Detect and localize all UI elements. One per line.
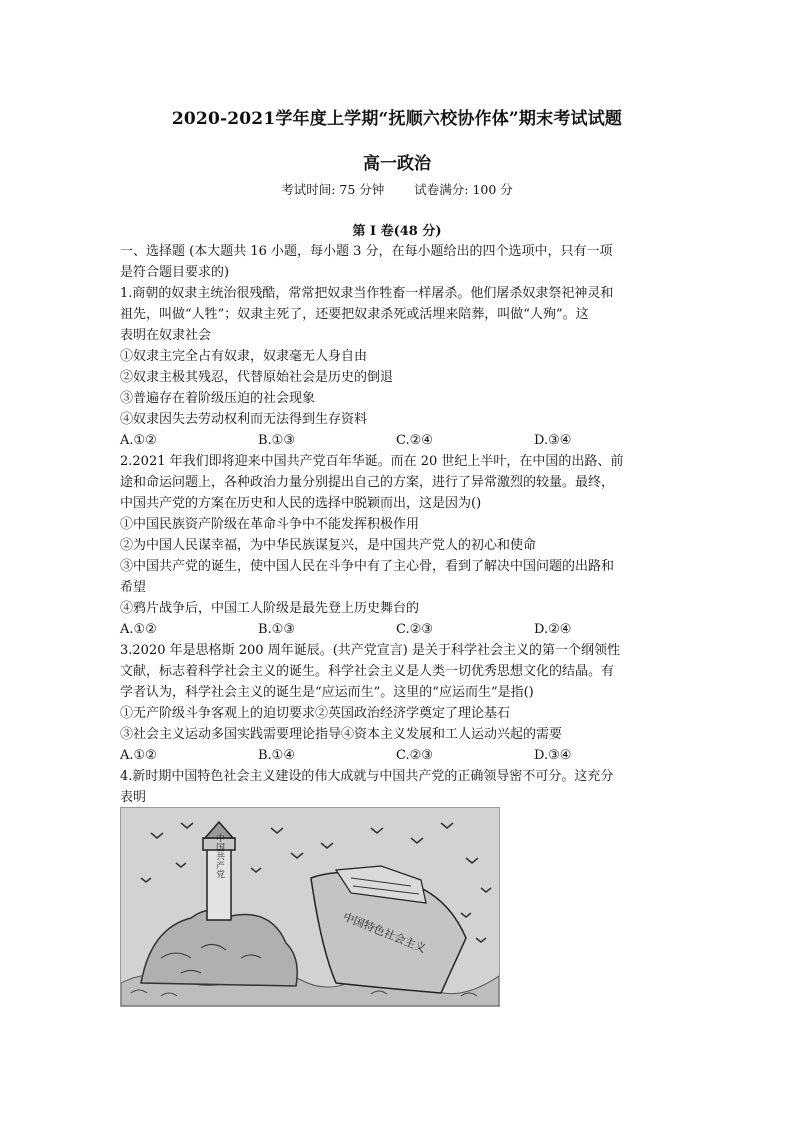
q3-options	[120, 745, 680, 766]
q1-item: ③普遍存在着阶级压迫的社会现象	[120, 391, 316, 406]
q2-stem: 中国共产党的方案在历史和人民的选择中脱颖而出，这是因为()	[120, 496, 482, 511]
cartoon-figure	[120, 807, 500, 1007]
q1-item: ④奴隶因失去劳动权利而无法得到生存资料	[120, 412, 368, 427]
q1-stem: 祖先，叫做“人牲”；奴隶主死了，还要把奴隶杀死或活埋来陪葬，叫做“人殉”。这	[120, 307, 589, 322]
q3-option-d: D.③④	[534, 748, 572, 763]
q3-option-c: C.②③	[396, 748, 433, 763]
exam-time: 考试时间: 75 分钟	[281, 182, 385, 197]
question-body	[120, 241, 680, 808]
q3-item: ③社会主义运动多国实践需要理论指导④资本主义发展和工人运动兴起的需要	[120, 727, 563, 742]
q1-stem: 1.商朝的奴隶主统治很残酷，常常把奴隶当作牲畜一样屠杀。他们屠杀奴隶祭祀神灵和	[120, 286, 614, 301]
q2-item: ③中国共产党的诞生，使中国人民在斗争中有了主心骨，看到了解决中国问题的出路和	[120, 559, 615, 574]
q2-stem: 2.2021 年我们即将迎来中国共产党百年华诞。而在 20 世纪上半叶，在中国的出路、前	[120, 454, 624, 469]
lighthouse-label: 中国共产党	[214, 833, 224, 879]
cartoon-illustration	[121, 808, 499, 1006]
q1-option-b: B.①③	[258, 433, 295, 448]
q3-stem: 文献，标志着科学社会主义的诞生。科学社会主义是人类一切优秀思想文化的结晶。有	[120, 664, 615, 679]
q4-stem: 表明	[120, 790, 147, 805]
q1-option-c: C.②④	[396, 433, 433, 448]
exam-title: 2020-2021学年度上学期“抚顺六校协作体”期末考试试题	[171, 109, 623, 129]
q3-item: ①无产阶级斗争客观上的迫切要求②英国政治经济学奠定了理论基石	[120, 706, 511, 721]
subject-title: 高一政治	[363, 154, 431, 174]
ship-label: 中国特色社会主义	[341, 910, 428, 956]
q2-stem: 途和命运问题上，各种政治力量分别提出自己的方案，进行了异常激烈的较量。最终，	[120, 475, 615, 490]
q1-options	[120, 430, 680, 451]
q2-option-d: D.②④	[534, 622, 572, 637]
q1-stem: 表明在奴隶社会	[120, 328, 212, 343]
q3-option-b: B.①④	[258, 748, 295, 763]
instruction-line: 一、选择题 (本大题共 16 小题，每小题 3 分，在每小题给出的四个选项中，只有一项	[120, 244, 613, 259]
exam-meta	[0, 180, 794, 198]
q1-item: ①奴隶主完全占有奴隶，奴隶毫无人身自由	[120, 349, 368, 364]
q3-option-a: A.①②	[120, 748, 157, 763]
q2-item: ②为中国人民谋幸福，为中华民族谋复兴，是中国共产党人的初心和使命	[120, 538, 537, 553]
q1-option-d: D.③④	[534, 433, 572, 448]
q2-option-c: C.②③	[396, 622, 433, 637]
q3-stem: 学者认为，科学社会主义的诞生是“应运而生”。这里的“应运而生”是指()	[120, 685, 534, 700]
instruction-line: 是符合题目要求的)	[120, 265, 230, 280]
q2-item: ①中国民族资产阶级在革命斗争中不能发挥积极作用	[120, 517, 420, 532]
q3-stem: 3.2020 年是思格斯 200 周年诞辰。(共产党宣言) 是关于科学社会主义的第一个纲领性	[120, 643, 620, 658]
q2-option-a: A.①②	[120, 622, 157, 637]
q2-item: ④鸦片战争后，中国工人阶级是最先登上历史舞台的	[120, 601, 420, 616]
q1-item: ②奴隶主极其残忍，代替原始社会是历史的倒退	[120, 370, 394, 385]
full-score: 试卷满分: 100 分	[414, 182, 513, 197]
q1-option-a: A.①②	[120, 433, 157, 448]
q4-stem: 4.新时期中国特色社会主义建设的伟大成就与中国共产党的正确领导密不可分。这充分	[120, 769, 614, 784]
section-title: 第 I 卷(48 分)	[352, 224, 442, 239]
q2-item: 希望	[120, 580, 147, 595]
q2-options	[120, 619, 680, 640]
q2-option-b: B.①③	[258, 622, 295, 637]
